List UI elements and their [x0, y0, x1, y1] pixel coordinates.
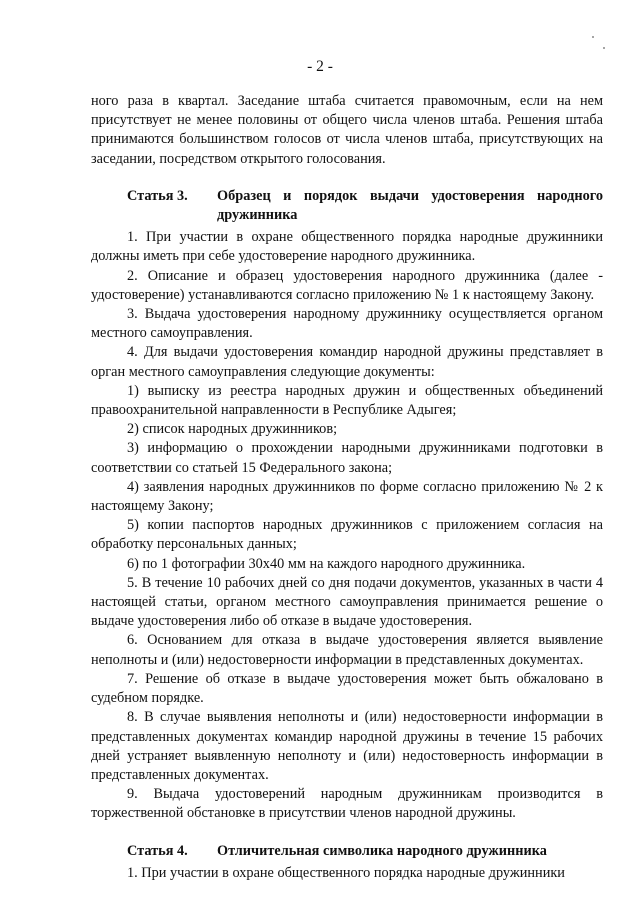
article-3-paragraph: 2. Описание и образец удостоверения народного дружинника (далее - удостоверение) устанавливаются согласно приложению № 1 к настоящему Закону. — [91, 267, 603, 303]
article-3-list-item: 5) копии паспортов народных дружинников с приложением согласия на обработку персональных данных; — [91, 517, 603, 553]
article-3-list-item: 6) по 1 фотографии 30х40 мм на каждого народного дружинника. — [127, 555, 526, 572]
article-3-title: Образец и порядок выдачи удостоверения народного дружинника — [217, 187, 603, 224]
article-4-number: Статья 4. — [127, 842, 188, 859]
document-body — [91, 92, 603, 883]
article-3-paragraph: 3. Выдача удостоверения народному дружиннику осуществляется органом местного самоуправления. — [91, 306, 603, 342]
article-3-list-item: 4) заявления народных дружинников по форме согласно приложению № 2 к настоящему Закону; — [91, 478, 603, 515]
article-3-paragraph: 1. При участии в охране общественного порядка народные дружинники должны иметь при себе удостоверение народного дружинника. — [91, 229, 603, 265]
article-3-heading — [91, 187, 603, 225]
article-3-paragraph: 7. Решение об отказе в выдаче удостоверения может быть обжаловано в судебном порядке. — [91, 670, 603, 707]
article-4-heading — [91, 842, 603, 861]
article-3-paragraph: 6. Основанием для отказа в выдаче удостоверения является выявление неполноты и (или) недостоверности информации в представленных документах. — [91, 632, 603, 668]
intro-paragraph: ного раза в квартал. Заседание штаба считается правомочным, если на нем присутствует не менее половины от общего числа членов штаба. Решения штаба принимаются большинством голосов от числа членов штаба, присутствующих на заседании, посредством открытого голосования. — [91, 93, 603, 167]
article-4-title: Отличительная символика народного дружинника — [217, 842, 547, 859]
article-3-list-item: 3) информацию о прохождении народными дружинниками подготовки в соответствии со статьей 15 Федерального закона; — [91, 440, 603, 476]
article-3-list-item: 2) список народных дружинников; — [127, 421, 338, 438]
article-3-number: Статья 3. — [127, 187, 188, 204]
article-3-paragraph: 5. В течение 10 рабочих дней со дня подачи документов, указанных в части 4 настоящей статьи, органом местного самоуправления принимается решение о выдаче удостоверения либо об отказе в выдаче удостоверения. — [91, 574, 603, 630]
article-3-paragraph: 8. В случае выявления неполноты и (или) недостоверности информации в представленных документах командир народной дружины в течение 15 рабочих дней устраняет выявленную неполноту и (или) недостоверность информации в представленных документах. — [91, 709, 603, 783]
article-3-paragraph: 4. Для выдачи удостоверения командир народной дружины представляет в орган местного самоуправления следующие документы: — [91, 344, 603, 380]
article-3-paragraph: 9. Выдача удостоверений народным дружинникам производится в торжественной обстановке в присутствии членов народной дружины. — [91, 786, 603, 822]
article-3-list-item: 1) выписку из реестра народных дружин и общественных объединений правоохранительной направленности в Республике Адыгея; — [91, 382, 603, 419]
page-number: - 2 - — [307, 58, 333, 75]
scan-speck — [592, 36, 594, 38]
scan-speck — [603, 47, 605, 49]
article-4-paragraph: 1. При участии в охране общественного порядка народные дружинники — [127, 864, 565, 881]
